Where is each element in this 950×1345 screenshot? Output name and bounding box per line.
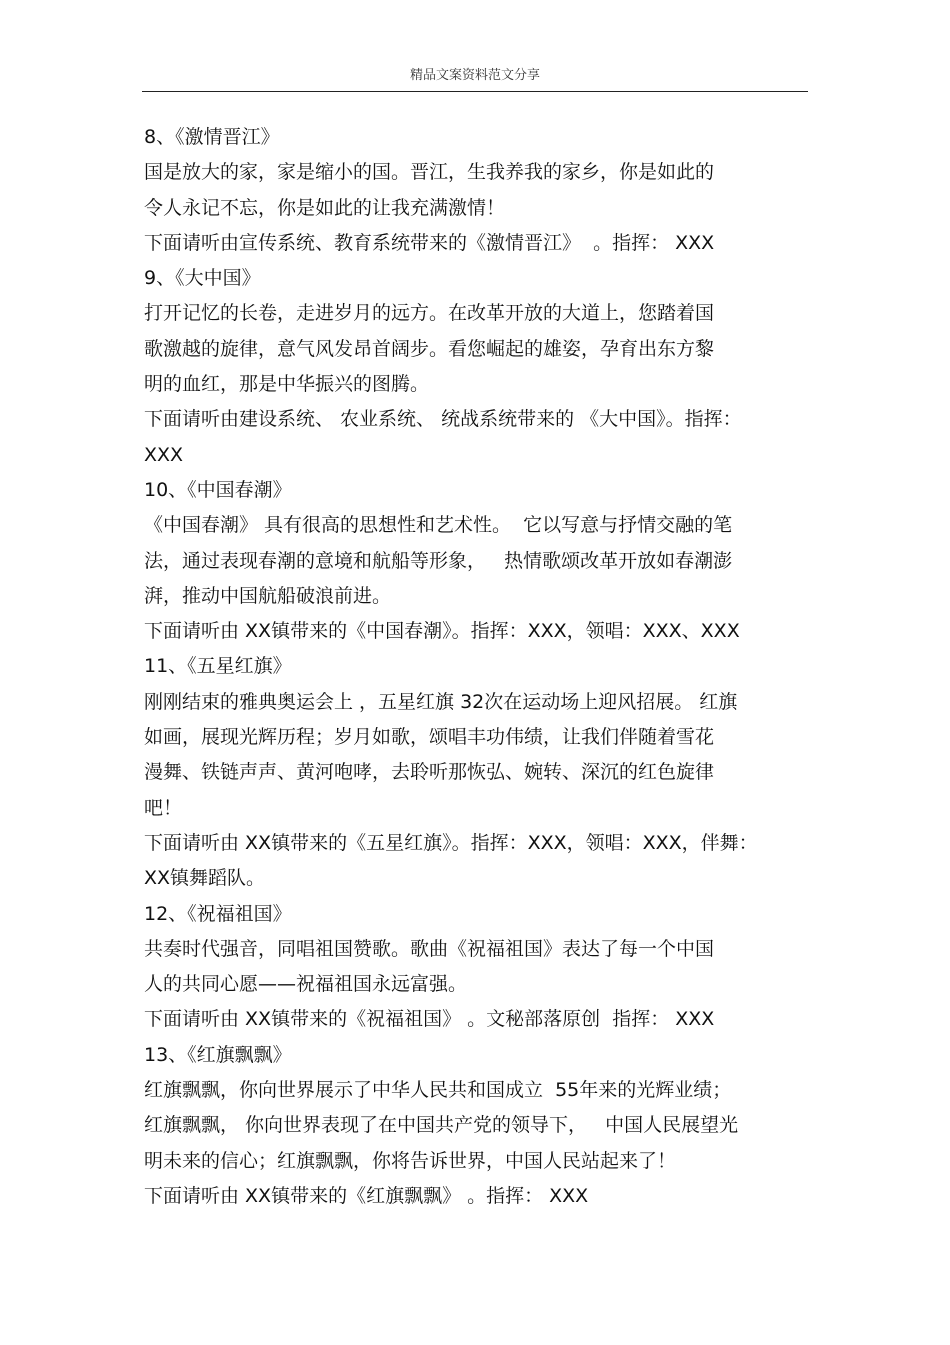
performance-line: 下面请听由 XX镇带来的《祝福祖国》 。文秘部落原创 指挥： XXX bbox=[144, 1008, 715, 1031]
performance-line: 下面请听由 XX镇带来的《红旗飘飘》 。指挥： XXX bbox=[144, 1184, 589, 1207]
section-title: 10、《中国春潮》 bbox=[144, 478, 292, 501]
performance-line: 下面请听由宣传系统、教育系统带来的《激情晋江》 。指挥： XXX bbox=[144, 231, 715, 254]
section-title: 12、《祝福祖国》 bbox=[144, 902, 292, 925]
header-divider bbox=[142, 91, 808, 92]
paragraph-line: 刚刚结束的雅典奥运会上 ，五星红旗 32次在运动场上迎风招展。 红旗 bbox=[144, 690, 738, 713]
performance-line: 下面请听由建设系统、 农业系统、 统战系统带来的 《大中国》。指挥： bbox=[144, 408, 742, 431]
paragraph-line: 红旗飘飘， 你向世界表现了在中国共产党的领导下， 中国人民展望光 bbox=[144, 1114, 739, 1137]
section-title: 11、《五星红旗》 bbox=[144, 655, 292, 678]
paragraph-line: 法，通过表现春潮的意境和航船等形象， 热情歌颂改革开放如春潮澎 bbox=[144, 549, 733, 572]
performance-line: XXX bbox=[144, 443, 184, 466]
document-body bbox=[144, 120, 824, 1214]
paragraph-line: 吧！ bbox=[144, 796, 183, 819]
paragraph-line: 湃，推动中国航船破浪前进。 bbox=[144, 584, 392, 607]
paragraph-line: 令人永记不忘，你是如此的让我充满激情！ bbox=[144, 196, 506, 219]
section-title: 9、《大中国》 bbox=[144, 267, 261, 290]
performance-line: XX镇舞蹈队。 bbox=[144, 867, 266, 890]
paragraph-line: 明的血红，那是中华振兴的图腾。 bbox=[144, 373, 430, 396]
paragraph-line: 国是放大的家，家是缩小的国。晋江，生我养我的家乡，你是如此的 bbox=[144, 161, 715, 184]
paragraph-line: 红旗飘飘，你向世界展示了中华人民共和国成立 55年来的光辉业绩； bbox=[144, 1079, 732, 1102]
performance-line: 下面请听由 XX镇带来的《五星红旗》。指挥：XXX，领唱：XXX，伴舞： bbox=[144, 831, 758, 854]
paragraph-line: 明未来的信心；红旗飘飘，你将告诉世界，中国人民站起来了！ bbox=[144, 1149, 677, 1172]
paragraph-line: 打开记忆的长卷，走进岁月的远方。在改革开放的大道上，您踏着国 bbox=[144, 302, 715, 325]
paragraph-line: 漫舞、铁链声声、黄河咆哮，去聆听那恢弘、婉转、深沉的红色旋律 bbox=[144, 761, 715, 784]
paragraph-line: 如画，展现光辉历程；岁月如歌，颂唱丰功伟绩，让我们伴随着雪花 bbox=[144, 726, 715, 749]
paragraph-line: 人的共同心愿——祝福祖国永远富强。 bbox=[144, 973, 468, 996]
page-header: 精品文案资料范文分享 bbox=[409, 68, 540, 83]
section-title: 13、《红旗飘飘》 bbox=[144, 1043, 292, 1066]
section-title: 8、《激情晋江》 bbox=[144, 126, 280, 148]
paragraph-line: 共奏时代强音，同唱祖国赞歌。歌曲《祝福祖国》表达了每一个中国 bbox=[144, 937, 715, 960]
performance-line: 下面请听由 XX镇带来的《中国春潮》。指挥：XXX，领唱：XXX、XXX bbox=[144, 620, 740, 643]
paragraph-line: 《中国春潮》 具有很高的思想性和艺术性。 它以写意与抒情交融的笔 bbox=[144, 514, 733, 537]
paragraph-line: 歌激越的旋律，意气风发昂首阔步。看您崛起的雄姿，孕育出东方黎 bbox=[144, 337, 715, 360]
